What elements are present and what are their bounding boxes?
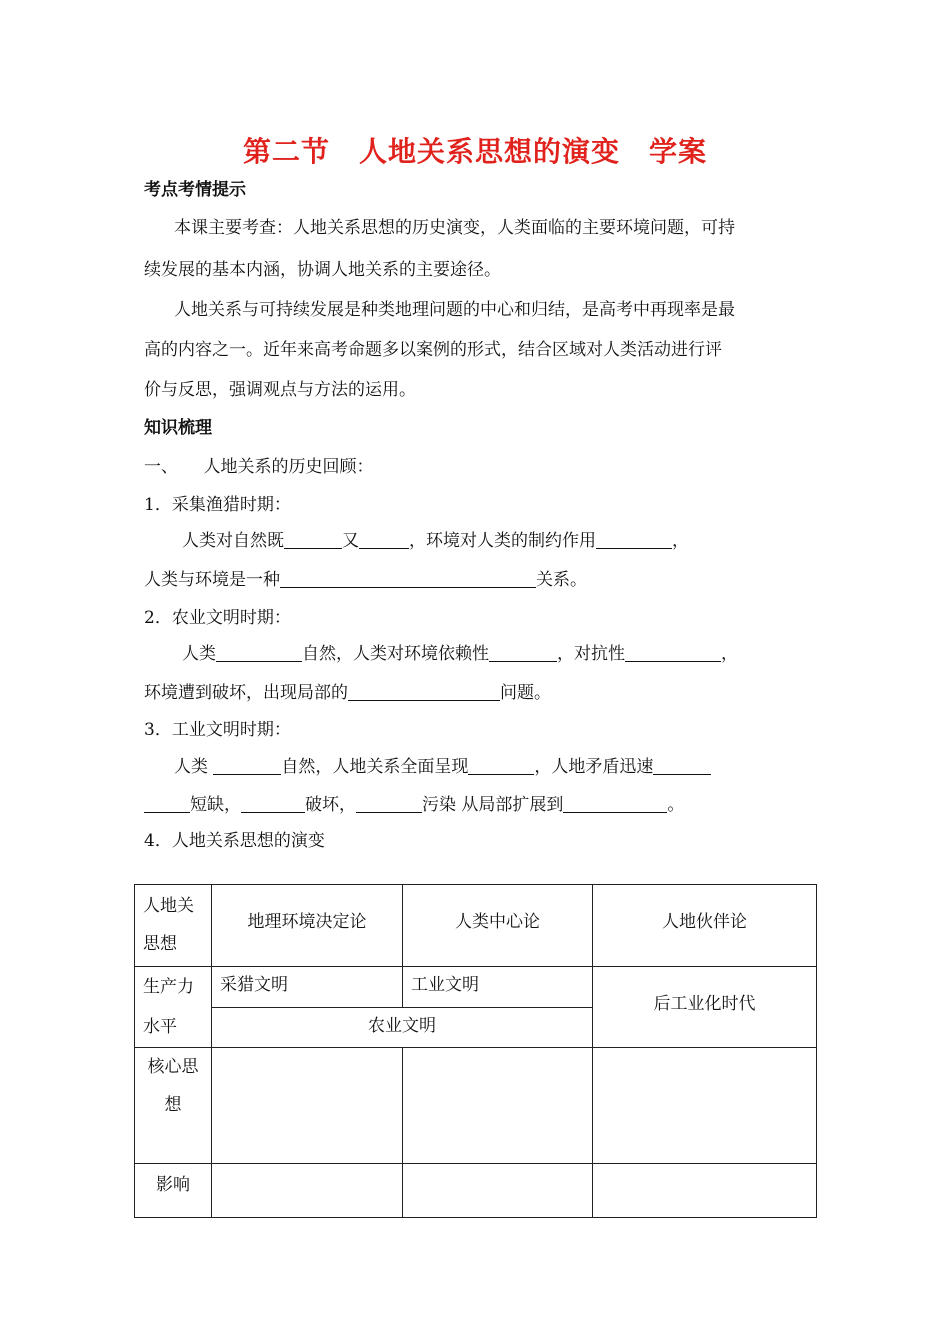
evolution-table bbox=[134, 884, 817, 1218]
period-2-label: 2．农业文明时期： bbox=[144, 608, 291, 628]
period-1-label: 1．采集渔猎时期： bbox=[144, 495, 291, 515]
paragraph-2-line-2: 高的内容之一。近年来高考命题多以案例的形式，结合区域对人类活动进行评 bbox=[144, 340, 722, 360]
fill-blank[interactable] bbox=[596, 530, 672, 549]
fill-blank[interactable] bbox=[563, 794, 667, 813]
fill-blank[interactable] bbox=[468, 756, 534, 775]
period-2-line-2: 环境遭到破坏，出现局部的 问题。 bbox=[144, 683, 551, 703]
fill-blank[interactable] bbox=[284, 530, 342, 549]
answer-cell[interactable] bbox=[212, 1048, 403, 1164]
table-row bbox=[135, 885, 817, 967]
fill-blank[interactable] bbox=[625, 643, 721, 662]
period-1-line-1: 人类对自然既 又 ，环境对人类的制约作用 ， bbox=[182, 531, 689, 551]
paragraph-1-line-2: 续发展的基本内涵，协调人地关系的主要途径。 bbox=[144, 260, 501, 280]
table-row bbox=[135, 967, 817, 1008]
section-heading-exam-tips: 考点考情提示 bbox=[144, 180, 246, 200]
fill-blank[interactable] bbox=[653, 756, 711, 775]
period-4-label: 4．人地关系思想的演变 bbox=[144, 831, 325, 851]
paragraph-2-line-1: 人地关系与可持续发展是种类地理问题的中心和归结，是高考中再现率是最 bbox=[174, 300, 735, 320]
fill-blank[interactable] bbox=[144, 794, 190, 813]
row-header-impact: 影响 bbox=[135, 1164, 212, 1218]
section-heading-knowledge: 知识梳理 bbox=[144, 418, 212, 438]
answer-cell[interactable] bbox=[403, 1048, 593, 1164]
fill-blank[interactable] bbox=[489, 643, 557, 662]
cell-agricultural-civilization: 农业文明 bbox=[212, 1007, 593, 1048]
cell-industrial-civilization: 工业文明 bbox=[403, 967, 593, 1008]
row-header-productivity: 生产力水平 bbox=[135, 967, 212, 1048]
subheading-history-review: 一、 人地关系的历史回顾： bbox=[144, 457, 374, 477]
period-1-line-2: 人类与环境是一种 关系。 bbox=[144, 570, 587, 590]
cell-environmental-determinism: 地理环境决定论 bbox=[212, 885, 403, 967]
fill-blank[interactable] bbox=[280, 569, 536, 588]
page-title: 第二节 人地关系思想的演变 学案 bbox=[242, 135, 707, 168]
row-header-thought: 人地关思想 bbox=[135, 885, 212, 967]
fill-blank[interactable] bbox=[213, 756, 281, 775]
fill-blank[interactable] bbox=[359, 530, 409, 549]
fill-blank[interactable] bbox=[216, 643, 302, 662]
fill-blank[interactable] bbox=[348, 682, 500, 701]
answer-cell[interactable] bbox=[593, 1048, 817, 1164]
paragraph-1-line-1: 本课主要考查：人地关系思想的历史演变，人类面临的主要环境问题，可持 bbox=[174, 218, 735, 238]
period-2-line-1: 人类 自然，人类对环境依赖性 ，对抗性 ， bbox=[182, 644, 738, 664]
period-3-line-2: 短缺， 破坏， 污染 从局部扩展到 。 bbox=[144, 790, 684, 815]
period-3-line-1: 人类 自然，人地关系全面呈现 ，人地矛盾迅速 bbox=[174, 752, 711, 777]
cell-hunting-gathering: 采猎文明 bbox=[212, 967, 403, 1008]
cell-anthropocentrism: 人类中心论 bbox=[403, 885, 593, 967]
row-header-core-idea: 核心思想 bbox=[135, 1048, 212, 1164]
answer-cell[interactable] bbox=[593, 1164, 817, 1218]
answer-cell[interactable] bbox=[403, 1164, 593, 1218]
period-3-label: 3．工业文明时期： bbox=[144, 720, 291, 740]
paragraph-2-line-3: 价与反思，强调观点与方法的运用。 bbox=[144, 380, 416, 400]
fill-blank[interactable] bbox=[356, 794, 422, 813]
table-row bbox=[135, 1048, 817, 1164]
table-row bbox=[135, 1164, 817, 1218]
cell-post-industrial: 后工业化时代 bbox=[593, 967, 817, 1048]
answer-cell[interactable] bbox=[212, 1164, 403, 1218]
fill-blank[interactable] bbox=[241, 794, 305, 813]
cell-human-land-partnership: 人地伙伴论 bbox=[593, 885, 817, 967]
